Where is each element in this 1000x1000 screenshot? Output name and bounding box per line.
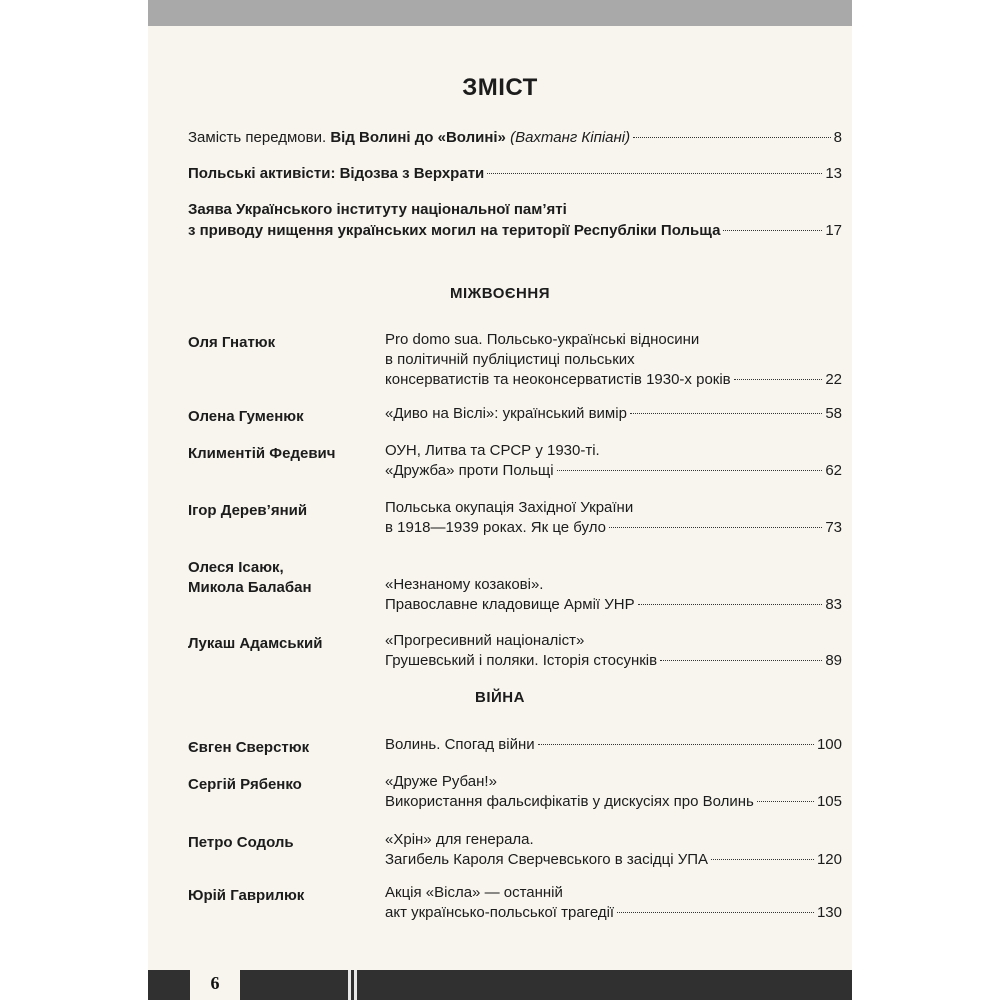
entry-title-line: в політичній публіцистиці польських	[385, 351, 635, 368]
page-ref: 17	[825, 222, 842, 239]
dot-leader	[609, 527, 822, 528]
entry-title-line: консерватистів та неоконсерватистів 1930-х років	[385, 371, 731, 388]
entry-author: Ігор Дерев’яний	[188, 502, 308, 519]
page-ref: 73	[825, 519, 842, 536]
section-heading-war: ВІЙНА	[475, 689, 525, 706]
dot-leader	[638, 604, 823, 605]
entry-title-line: «Друже Рубан!»	[385, 773, 497, 790]
dot-leader	[734, 379, 823, 380]
entry-author: Євген Сверстюк	[188, 739, 310, 756]
dot-leader	[660, 660, 822, 661]
entry-author: Олена Гуменюк	[188, 408, 304, 425]
entry-author: (Вахтанг Кіпіані)	[505, 129, 631, 146]
entry-title-line: Волинь. Спогад війни	[385, 736, 535, 753]
entry-last-line	[385, 651, 842, 671]
toc-entry-intro-3-line1: Заява Українського інституту національної пам’яті	[188, 201, 567, 218]
entry-author: Микола Балабан	[188, 579, 312, 596]
page-ref: 130	[816, 904, 842, 921]
entry-last-line	[385, 461, 842, 481]
page-ref: 58	[825, 405, 842, 422]
entry-last-line	[385, 595, 842, 615]
entry-last-line	[385, 903, 842, 923]
entry-last-line	[385, 518, 842, 538]
entry-title-line: акт українсько-польської трагедії	[385, 904, 615, 921]
band-divider	[348, 970, 351, 1000]
entry-author: Лукаш Адамський	[188, 635, 323, 652]
entry-title-line: Pro domo sua. Польсько-українські відносини	[385, 331, 700, 348]
dot-leader	[557, 470, 823, 471]
page-ref: 100	[816, 736, 842, 753]
dot-leader	[711, 859, 814, 860]
bottom-dark-band	[148, 970, 852, 1000]
toc-entry-intro-1	[188, 128, 842, 148]
dot-leader	[538, 744, 814, 745]
page-ref: 62	[825, 462, 842, 479]
entry-title-line: Використання фальсифікатів у дискусіях про Волинь	[385, 793, 754, 810]
entry-last-line	[385, 735, 842, 755]
band-divider	[354, 970, 357, 1000]
entry-title: Від Волині до «Волині»	[330, 129, 506, 146]
entry-title-line: «Прогресивний націоналіст»	[385, 632, 585, 649]
entry-title-line: «Дружба» проти Польщі	[385, 462, 554, 479]
dot-leader	[487, 173, 822, 174]
entry-author: Юрій Гаврилюк	[188, 887, 305, 904]
page-ref: 13	[825, 165, 842, 182]
section-heading-interwar: МІЖВОЄННЯ	[450, 285, 550, 302]
dot-leader	[723, 230, 822, 231]
page-ref: 120	[816, 851, 842, 868]
dot-leader	[757, 801, 814, 802]
entry-last-line	[385, 370, 842, 390]
entry-author: Оля Гнатюк	[188, 334, 276, 351]
entry-last-line	[385, 404, 842, 424]
page-ref: 83	[825, 596, 842, 613]
toc-entry-intro-2	[188, 164, 842, 184]
entry-title-line: Православне кладовище Армії УНР	[385, 596, 635, 613]
page-title: ЗМІСТ	[462, 74, 538, 101]
entry-title-line: Польська окупація Західної України	[385, 499, 634, 516]
entry-title: Польські активісти: Відозва з Верхрати	[188, 165, 485, 182]
top-gray-band	[148, 0, 852, 26]
page-ref: 105	[816, 793, 842, 810]
entry-title-line: ОУН, Литва та СРСР у 1930-ті.	[385, 442, 600, 459]
entry-title-line: «Диво на Віслі»: український вимір	[385, 405, 627, 422]
page-number: 6	[190, 966, 240, 1000]
entry-author: Петро Содоль	[188, 834, 294, 851]
page-ref: 8	[833, 129, 842, 146]
entry-title: з приводу нищення українських могил на території Республіки Польща	[188, 222, 721, 239]
entry-title-line: Загибель Кароля Сверчевського в засідці УПА	[385, 851, 709, 868]
page-ref: 22	[825, 371, 842, 388]
entry-author: Олеся Ісаюк,	[188, 559, 284, 576]
entry-title-line: Акція «Вісла» — останній	[385, 884, 563, 901]
entry-title-line: «Незнаному козакові».	[385, 576, 544, 593]
toc-entry-intro-3-line2	[188, 221, 842, 241]
entry-prefix: Замість передмови.	[188, 129, 331, 146]
entry-title-line: «Хрін» для генерала.	[385, 831, 534, 848]
entry-title-line: в 1918—1939 роках. Як це було	[385, 519, 606, 536]
dot-leader	[630, 413, 822, 414]
dot-leader	[617, 912, 814, 913]
entry-last-line	[385, 792, 842, 812]
dot-leader	[633, 137, 831, 138]
page-ref: 89	[825, 652, 842, 669]
entry-author: Сергій Рябенко	[188, 776, 302, 793]
entry-last-line	[385, 850, 842, 870]
entry-title-line: Грушевський і поляки. Історія стосунків	[385, 652, 658, 669]
entry-author: Климентій Федевич	[188, 445, 336, 462]
book-page	[148, 0, 852, 1000]
